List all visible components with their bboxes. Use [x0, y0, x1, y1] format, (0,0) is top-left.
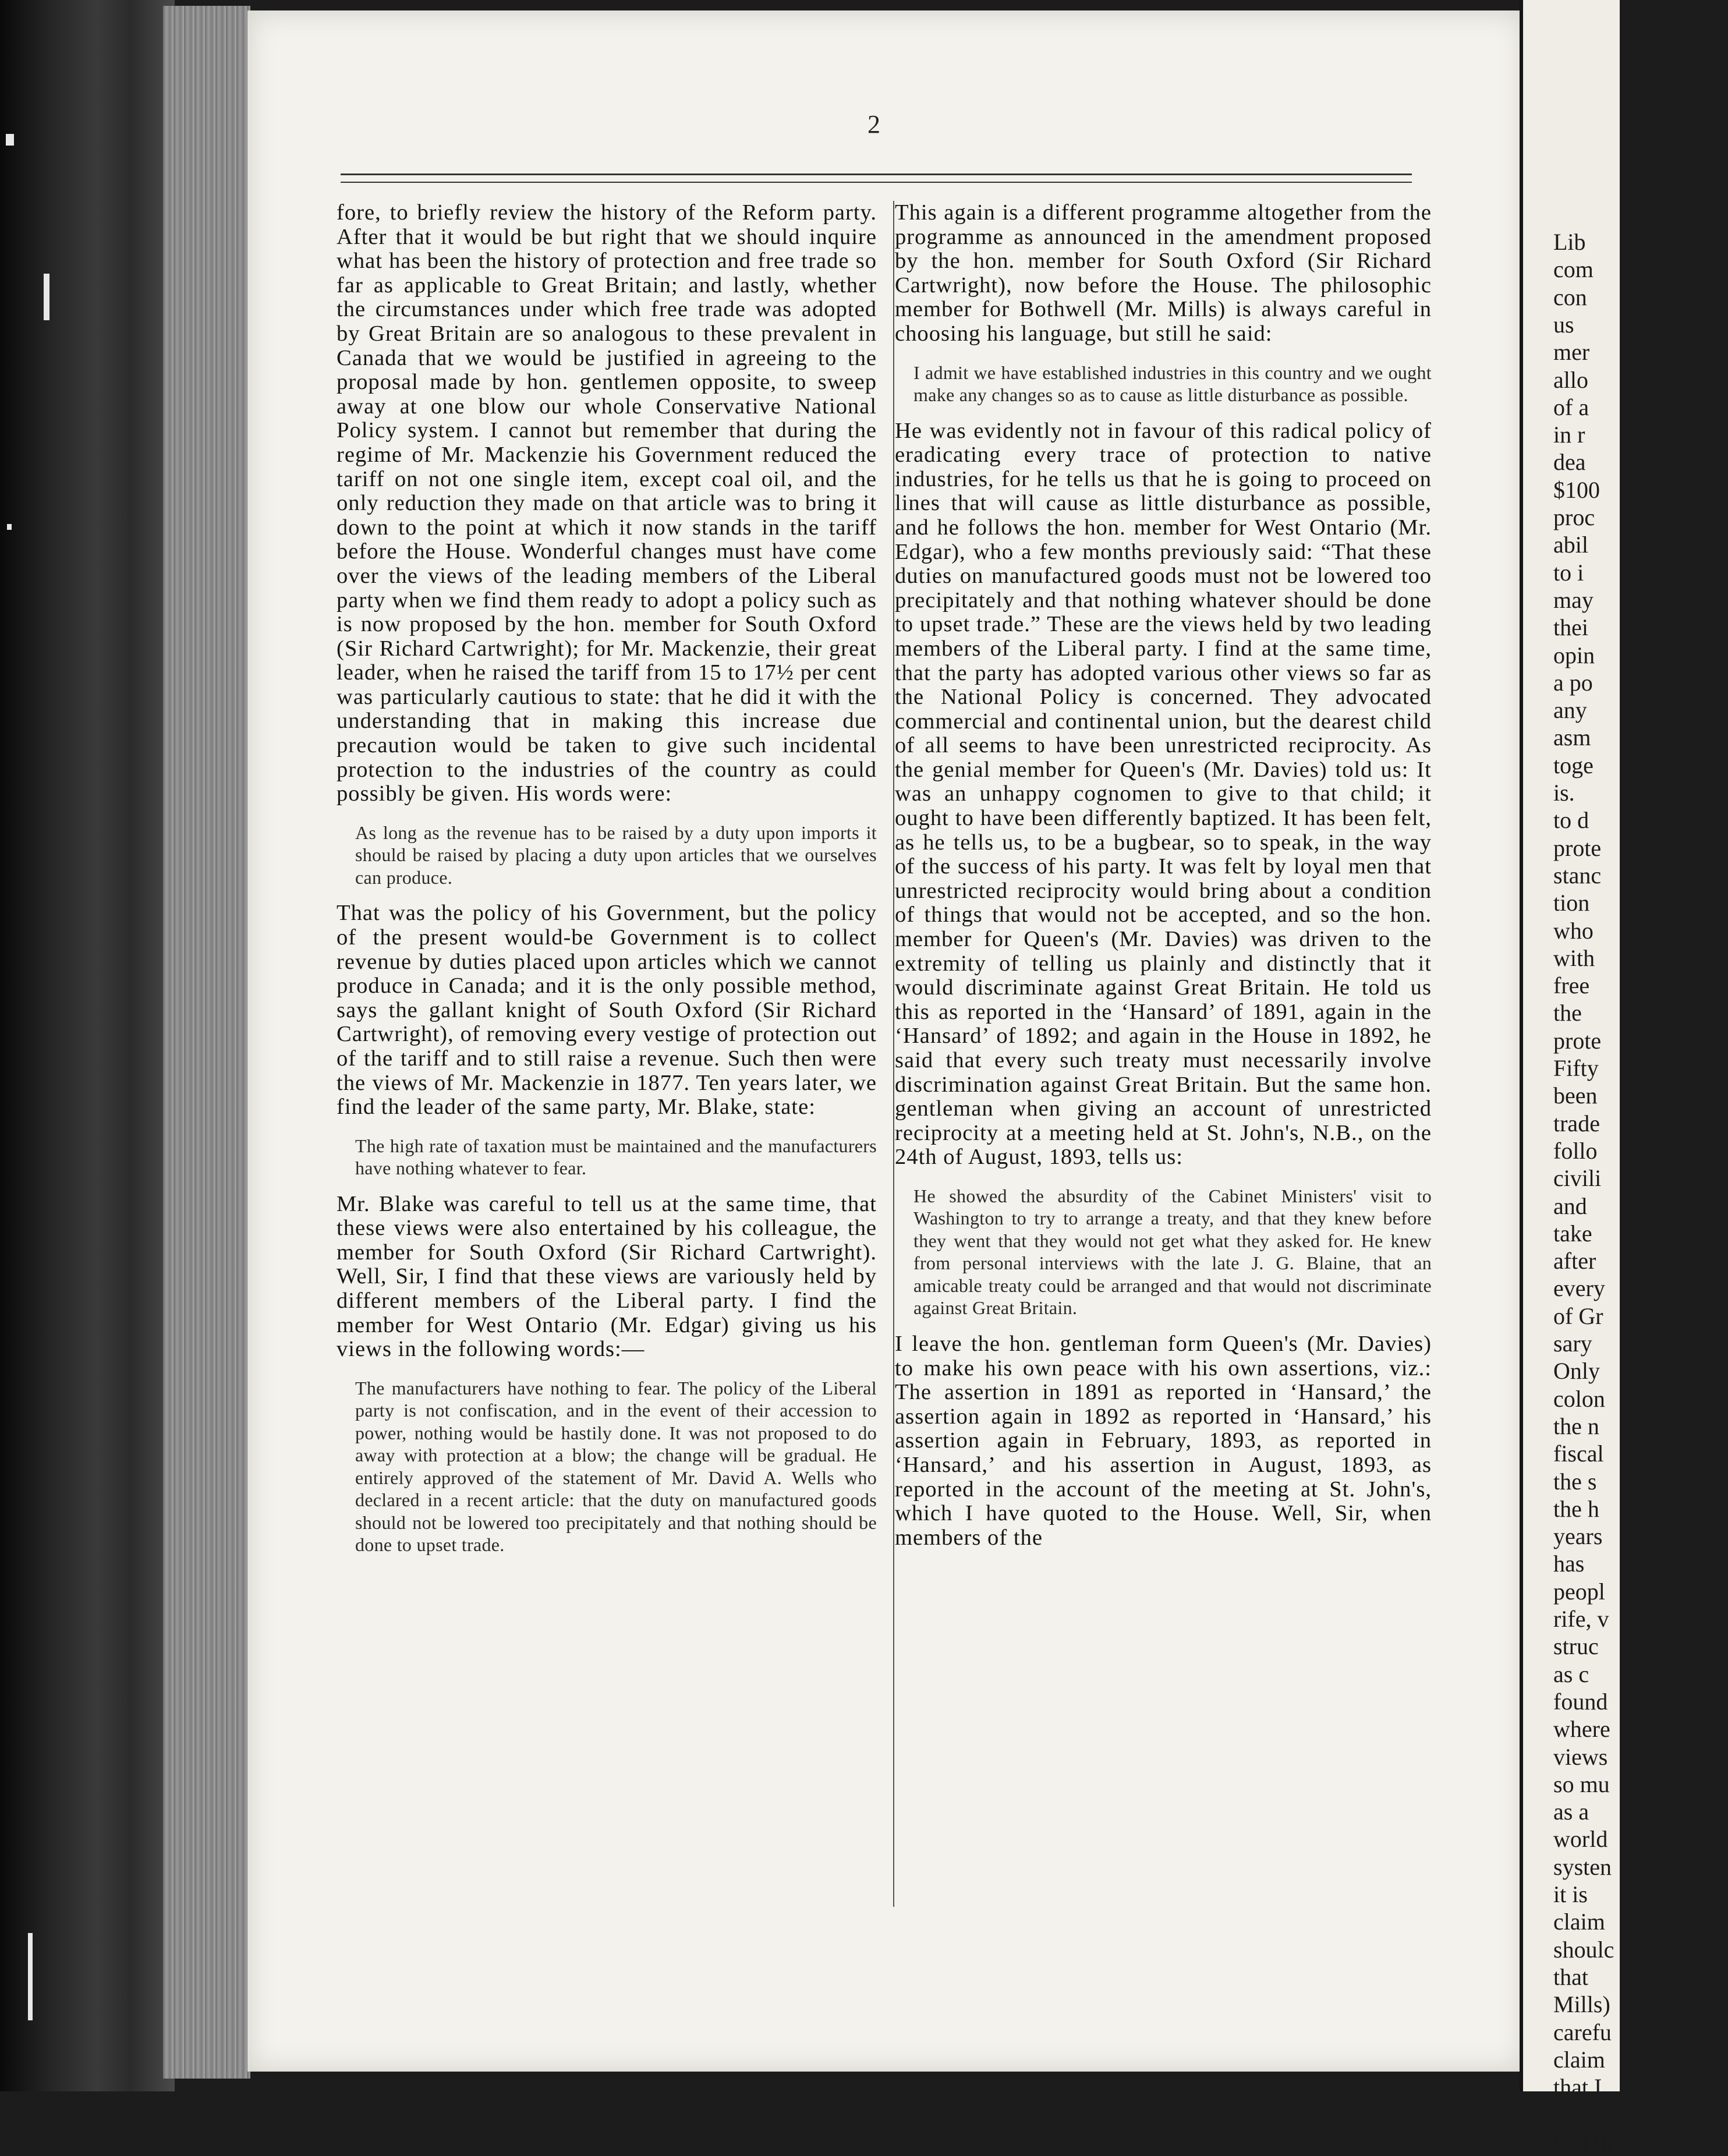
next-page-line-fragment: dea: [1553, 449, 1586, 476]
paragraph: fore, to briefly review the history of the Reform party. After that it would be but right that we should inquire what has been the history of protection and free trade so far as applicable to Great Britain; and lastly, whether the circumstances under which free trade was adopted by Great Britain are so analogous to these prevalent in Canada that we would be justified in agreeing to the proposal made by hon. gentlemen opposite, to sweep away at one blow our whole Conservative National Policy system. I cannot but remember that during the regime of Mr. Mackenzie his Government reduced the tariff on not one single item, except coal oil, and the only reduction they made on that article was to bring it down to the point at which it now stands in the tariff before the House. Wonderful changes must have come over the views of the leading members of the Liberal party when we find them ready to adopt a policy such as is now proposed by the hon. member for South Oxford (Sir Richard Cartwright); for Mr. Mackenzie, their great leader, when he raised the tariff from 15 to 17½ per cent was particularly cautious to state: that he did it with the understanding that in making this increase due precaution would be taken to give such incidental protection to the industries of the country as could possibly be given. His words were:: [337, 200, 877, 806]
next-page-line-fragment: the s: [1553, 1468, 1597, 1495]
next-page-line-fragment: to i: [1553, 559, 1584, 586]
next-page-line-fragment: claim: [1553, 2046, 1605, 2073]
left-column: [337, 201, 877, 1556]
next-page-line-fragment: views: [1553, 1743, 1608, 1770]
next-page-line-fragment: shoulc: [1553, 1936, 1614, 1963]
block-quote: As long as the revenue has to be raised by a duty upon imports it should be raised by placing a duty upon articles that we ourselves can produce.: [355, 822, 877, 888]
next-page-line-fragment: sary: [1553, 1330, 1592, 1357]
next-page-line-fragment: allo: [1553, 366, 1588, 393]
next-page-line-fragment: trade: [1553, 1110, 1600, 1137]
next-page-line-fragment: prote: [1553, 834, 1602, 861]
next-page-line-fragment: and: [1553, 1192, 1587, 1219]
paragraph: That was the policy of his Government, but the policy of the present would-be Government is to collect revenue by duties placed upon articles which we cannot produce in Canada; and it is the only possible method, says the gallant knight of South Oxford (Sir Richard Cartwright), of removing every vestige of protection out of the tariff and to still raise a revenue. Such then were the views of Mr. Mackenzie in 1877. Ten years later, we find the leader of the same party, Mr. Blake, state:: [337, 901, 877, 1120]
next-page-line-fragment: Lib: [1553, 229, 1586, 255]
next-page-line-fragment: of a: [1553, 394, 1589, 420]
header-rule-bottom: [341, 182, 1412, 183]
next-page-line-fragment: in r: [1553, 422, 1585, 448]
column-divider: [893, 201, 894, 1907]
next-page-line-fragment: colon: [1553, 1385, 1605, 1412]
next-page-line-fragment: stanc: [1553, 862, 1602, 888]
next-page-line-fragment: it is: [1553, 1881, 1588, 1907]
page-stack-edge: [163, 6, 250, 2079]
next-page-line-fragment: civili: [1553, 1165, 1602, 1192]
next-page-line-fragment: is.: [1553, 780, 1575, 806]
next-page-line-fragment: so mu: [1553, 1771, 1610, 1797]
next-page-line-fragment: after: [1553, 1248, 1596, 1275]
scan-speck: [28, 1933, 33, 2020]
next-page-line-fragment: a po: [1553, 669, 1593, 696]
page-number: 2: [867, 110, 880, 139]
block-quote: The high rate of taxation must be maintained and the manufacturers have nothing whatever to fear.: [355, 1135, 877, 1179]
next-page-line-fragment: as a: [1553, 1799, 1589, 1825]
next-page-line-fragment: fiscal: [1553, 1440, 1604, 1467]
next-page-line-fragment: abil: [1553, 532, 1588, 558]
next-page-line-fragment: free: [1553, 972, 1590, 999]
block-quote: The manufacturers have nothing to fear. The policy of the Liberal party is not confiscation, and in the event of their accession to power, nothing would be hastily done. It was not proposed to do away with protection at a blow; the change will be gradual. He entirely approved of the statement of Mr. David A. Wells who declared in a recent article: that the duty on manufactured goods should not be lowered too precipitately and that nothing should be done to upset trade.: [355, 1377, 877, 1556]
next-page-line-fragment: every: [1553, 1275, 1605, 1302]
next-page-line-fragment: $100: [1553, 476, 1600, 503]
next-page-line-fragment: with: [1553, 944, 1595, 971]
next-page-line-fragment: peopl: [1553, 1578, 1605, 1605]
next-page-line-fragment: the h: [1553, 1495, 1599, 1522]
next-page-line-fragment: carefu: [1553, 2019, 1612, 2045]
next-page-line-fragment: Mills): [1553, 1991, 1610, 2018]
next-page-line-fragment: systen: [1553, 1853, 1612, 1880]
next-page-line-fragment: any: [1553, 697, 1587, 724]
paragraph: I leave the hon. gentleman form Queen's (Mr. Davies) to make his own peace with his own assertions, viz.: The assertion in 1891 as reported in ‘Hansard,’ the assertion again in 1892 as reported in ‘Hansard,’ his assertion again in February, 1893, as reported in ‘Hansard,’ and his assertion in August, 1893, as reported in the account of the meeting at St. John's, which I have quoted to the House. Well, Sir, when members of the: [895, 1331, 1432, 1550]
next-page-line-fragment: follo: [1553, 1137, 1598, 1164]
next-page-line-fragment: the: [1553, 1000, 1582, 1026]
next-page-line-fragment: Fifty: [1553, 1055, 1599, 1081]
next-page-line-fragment: where: [1553, 1716, 1610, 1743]
next-page-line-fragment: the n: [1553, 1412, 1599, 1439]
next-page-line-fragment: take: [1553, 1220, 1592, 1247]
next-page-line-fragment: toge: [1553, 752, 1594, 778]
next-page-line-fragment: com: [1553, 256, 1594, 283]
paragraph: He was evidently not in favour of this radical policy of eradicating every trace of protection to native industries, for he tells us that he is going to proceed on lines that will cause as little disturbance as possible, and he follows the hon. member for West Ontario (Mr. Edgar), who a few months previously said: “That these duties on manufactured goods must not be lowered too precipitately and that nothing whatever should be done to upset trade.” These are the views held by two leading members of the Liberal party. I find at the same time, that the party has adopted various other views so far as the National Policy is concerned. They advocated commercial and continental union, but the dearest child of all seems to have been unrestricted reciprocity. As the genial member for Queen's (Mr. Davies) told us: It was an unhappy cognomen to give to that child; it ought to have been differently baptized. It has been felt, as he tells us, to be a bugbear, so to speak, in the way of the success of his party. It was felt by loyal men that unrestricted reciprocity would bring about a condition of things that would not be accepted, and so the hon. member for Queen's (Mr. Davies) was driven to the extremity of telling us plainly and distinctly that it would discriminate against Great Britain. He told us this as reported in the ‘Hansard’ of 1891, again in the ‘Hansard’ of 1892; and again in the House in 1892, he said that every such treaty must necessarily involve discrimination against Great Britain. But the same hon. gentleman when giving an account of unrestricted reciprocity at a meeting held at St. John's, N.B., on the 24th of August, 1893, tells us:: [895, 418, 1432, 1170]
right-column: [895, 201, 1432, 1550]
next-page-line-fragment: that I: [1553, 2074, 1602, 2101]
next-page-line-fragment: years: [1553, 1523, 1603, 1550]
next-page-line-fragment: as c: [1553, 1661, 1589, 1687]
next-page-line-fragment: asm: [1553, 724, 1591, 751]
adjacent-page-fragment: [1520, 0, 1620, 2155]
scan-speck: [6, 134, 14, 146]
paragraph: Mr. Blake was careful to tell us at the same time, that these views were also entertained by his colleague, the member for South Oxford (Sir Richard Cartwright). Well, Sir, I find that these views are variously held by different members of the Liberal party. I find the member for West Ontario (Mr. Edgar) giving us his views in the following words:—: [337, 1191, 877, 1362]
next-page-line-fragment: rife, v: [1553, 1606, 1609, 1632]
next-page-line-fragment: claim: [1553, 1909, 1605, 1935]
next-page-line-fragment: been: [1553, 1082, 1598, 1109]
next-page-line-fragment: us: [1553, 311, 1574, 338]
header-rule-top: [341, 174, 1412, 175]
next-page-line-fragment: mer: [1553, 339, 1590, 366]
next-page-line-fragment: prote: [1553, 1027, 1602, 1054]
next-page-line-fragment: that: [1553, 1963, 1588, 1990]
scan-speck: [7, 524, 12, 530]
block-quote: I admit we have established industries in this country and we ought make any changes so as to cause as little disturbance as possible.: [913, 362, 1432, 406]
paragraph: This again is a different programme altogether from the programme as announced in the amendment proposed by the hon. member for South Oxford (Sir Richard Cartwright), now before the House. The philosophic member for Bothwell (Mr. Mills) is always careful in choosing his language, but still he said:: [895, 200, 1432, 346]
next-page-line-fragment: world: [1553, 1826, 1608, 1853]
next-page-line-fragment: found: [1553, 1688, 1608, 1715]
next-page-line-fragment: that th: [1553, 2129, 1613, 2155]
next-page-line-fragment: to d: [1553, 807, 1589, 834]
next-page-line-fragment: has: [1553, 1550, 1585, 1577]
next-page-line-fragment: of Gr: [1553, 1302, 1603, 1329]
next-page-line-fragment: who: [1553, 917, 1594, 944]
next-page-line-fragment: proc: [1553, 504, 1595, 530]
block-quote: He showed the absurdity of the Cabinet Ministers' visit to Washington to try to arrange a treaty, and that they knew before they went that they would not get what they asked for. He knew from personal interviews with the late J. G. Blaine, that an amicable treaty could be arranged and that would not discriminate against Great Britain.: [913, 1185, 1432, 1319]
next-page-line-fragment: struc: [1553, 1633, 1599, 1660]
next-page-line-fragment: opin: [1553, 642, 1595, 668]
next-page-line-fragment: tion: [1553, 890, 1590, 916]
next-page-line-fragment: may: [1553, 586, 1594, 613]
next-page-line-fragment: thei: [1553, 614, 1588, 641]
next-page-line-fragment: con: [1553, 284, 1587, 310]
book-binding: [0, 0, 175, 2091]
next-page-line-fragment: last fi: [1553, 2101, 1606, 2128]
scan-speck: [44, 274, 49, 320]
next-page-line-fragment: Only: [1553, 1358, 1600, 1385]
